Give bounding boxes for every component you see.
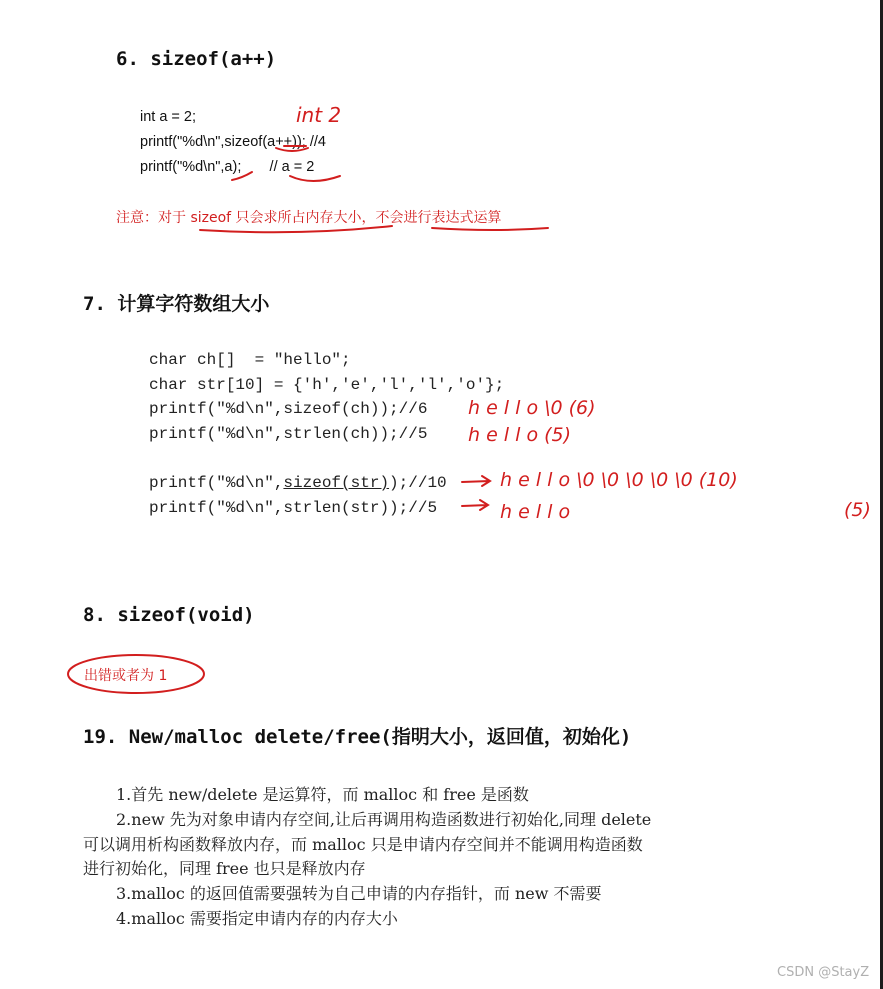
code-line: printf("%d\n",strlen(str));//5 <box>149 499 438 517</box>
section-6-heading: 6. sizeof(a++) <box>116 48 277 70</box>
sizeof-void-answer: 出错或者为 1 <box>84 668 168 684</box>
underline-mark <box>290 176 340 181</box>
code-line: printf("%d\n",a); // a = 2 <box>140 159 315 175</box>
code-line: char ch[] = "hello"; <box>149 351 351 369</box>
paragraph-line: 可以调用析构函数释放内存，而 malloc 只是申请内存空间并不能调用构造函数 <box>83 835 643 854</box>
handwritten-note: h e l l o \0 (6) <box>468 397 596 419</box>
sizeof-note: 注意：对于 sizeof 只会求所占内存大小，不会进行表达式运算 <box>116 210 502 226</box>
code-line: printf("%d\n",sizeof(a++)); //4 <box>140 134 326 150</box>
watermark: CSDN @StayZ <box>777 965 870 980</box>
code-fragment: printf("%d\n", <box>149 474 284 492</box>
section-19-heading: 19. New/malloc delete/free(指明大小，返回值，初始化) <box>83 726 632 748</box>
code-fragment: );//10 <box>389 474 447 492</box>
paragraph-line: 1.首先 new/delete 是运算符，而 malloc 和 free 是函数 <box>116 785 529 804</box>
section-7-heading: 7. 计算字符数组大小 <box>83 293 270 315</box>
handwritten-note: h e l l o (5) <box>468 424 572 446</box>
code-line: printf("%d\n",sizeof(ch));//6 <box>149 400 428 418</box>
arrow-mark <box>462 476 490 486</box>
section-8-heading: 8. sizeof(void) <box>83 604 255 626</box>
underline-mark <box>276 148 308 151</box>
underline-mark <box>432 228 548 230</box>
code-line: int a = 2; <box>140 109 197 125</box>
underline-mark <box>200 226 392 232</box>
paragraph-line: 进行初始化，同理 free 也只是释放内存 <box>83 859 366 878</box>
code-line: char str[10] = {'h','e','l','l','o'}; <box>149 376 505 394</box>
handwritten-note: h e l l o <box>500 501 571 523</box>
circle-mark <box>68 655 204 693</box>
handwritten-note: (5) <box>844 499 871 521</box>
handwritten-note: h e l l o \0 \0 \0 \0 \0 (10) <box>500 469 738 491</box>
underline-mark <box>232 172 252 180</box>
code-line: printf("%d\n",strlen(ch));//5 <box>149 425 428 443</box>
handwritten-note: int 2 <box>296 103 342 127</box>
sizeof-str-underlined: sizeof(str) <box>283 474 390 492</box>
arrow-mark <box>462 500 488 510</box>
paragraph-line: 3.malloc 的返回值需要强转为自己申请的内存指针，而 new 不需要 <box>116 884 602 903</box>
paragraph-line: 2.new 先为对象申请内存空间,让后再调用构造函数进行初始化,同理 delete <box>116 810 652 829</box>
paragraph-line: 4.malloc 需要指定申请内存的内存大小 <box>116 909 398 928</box>
